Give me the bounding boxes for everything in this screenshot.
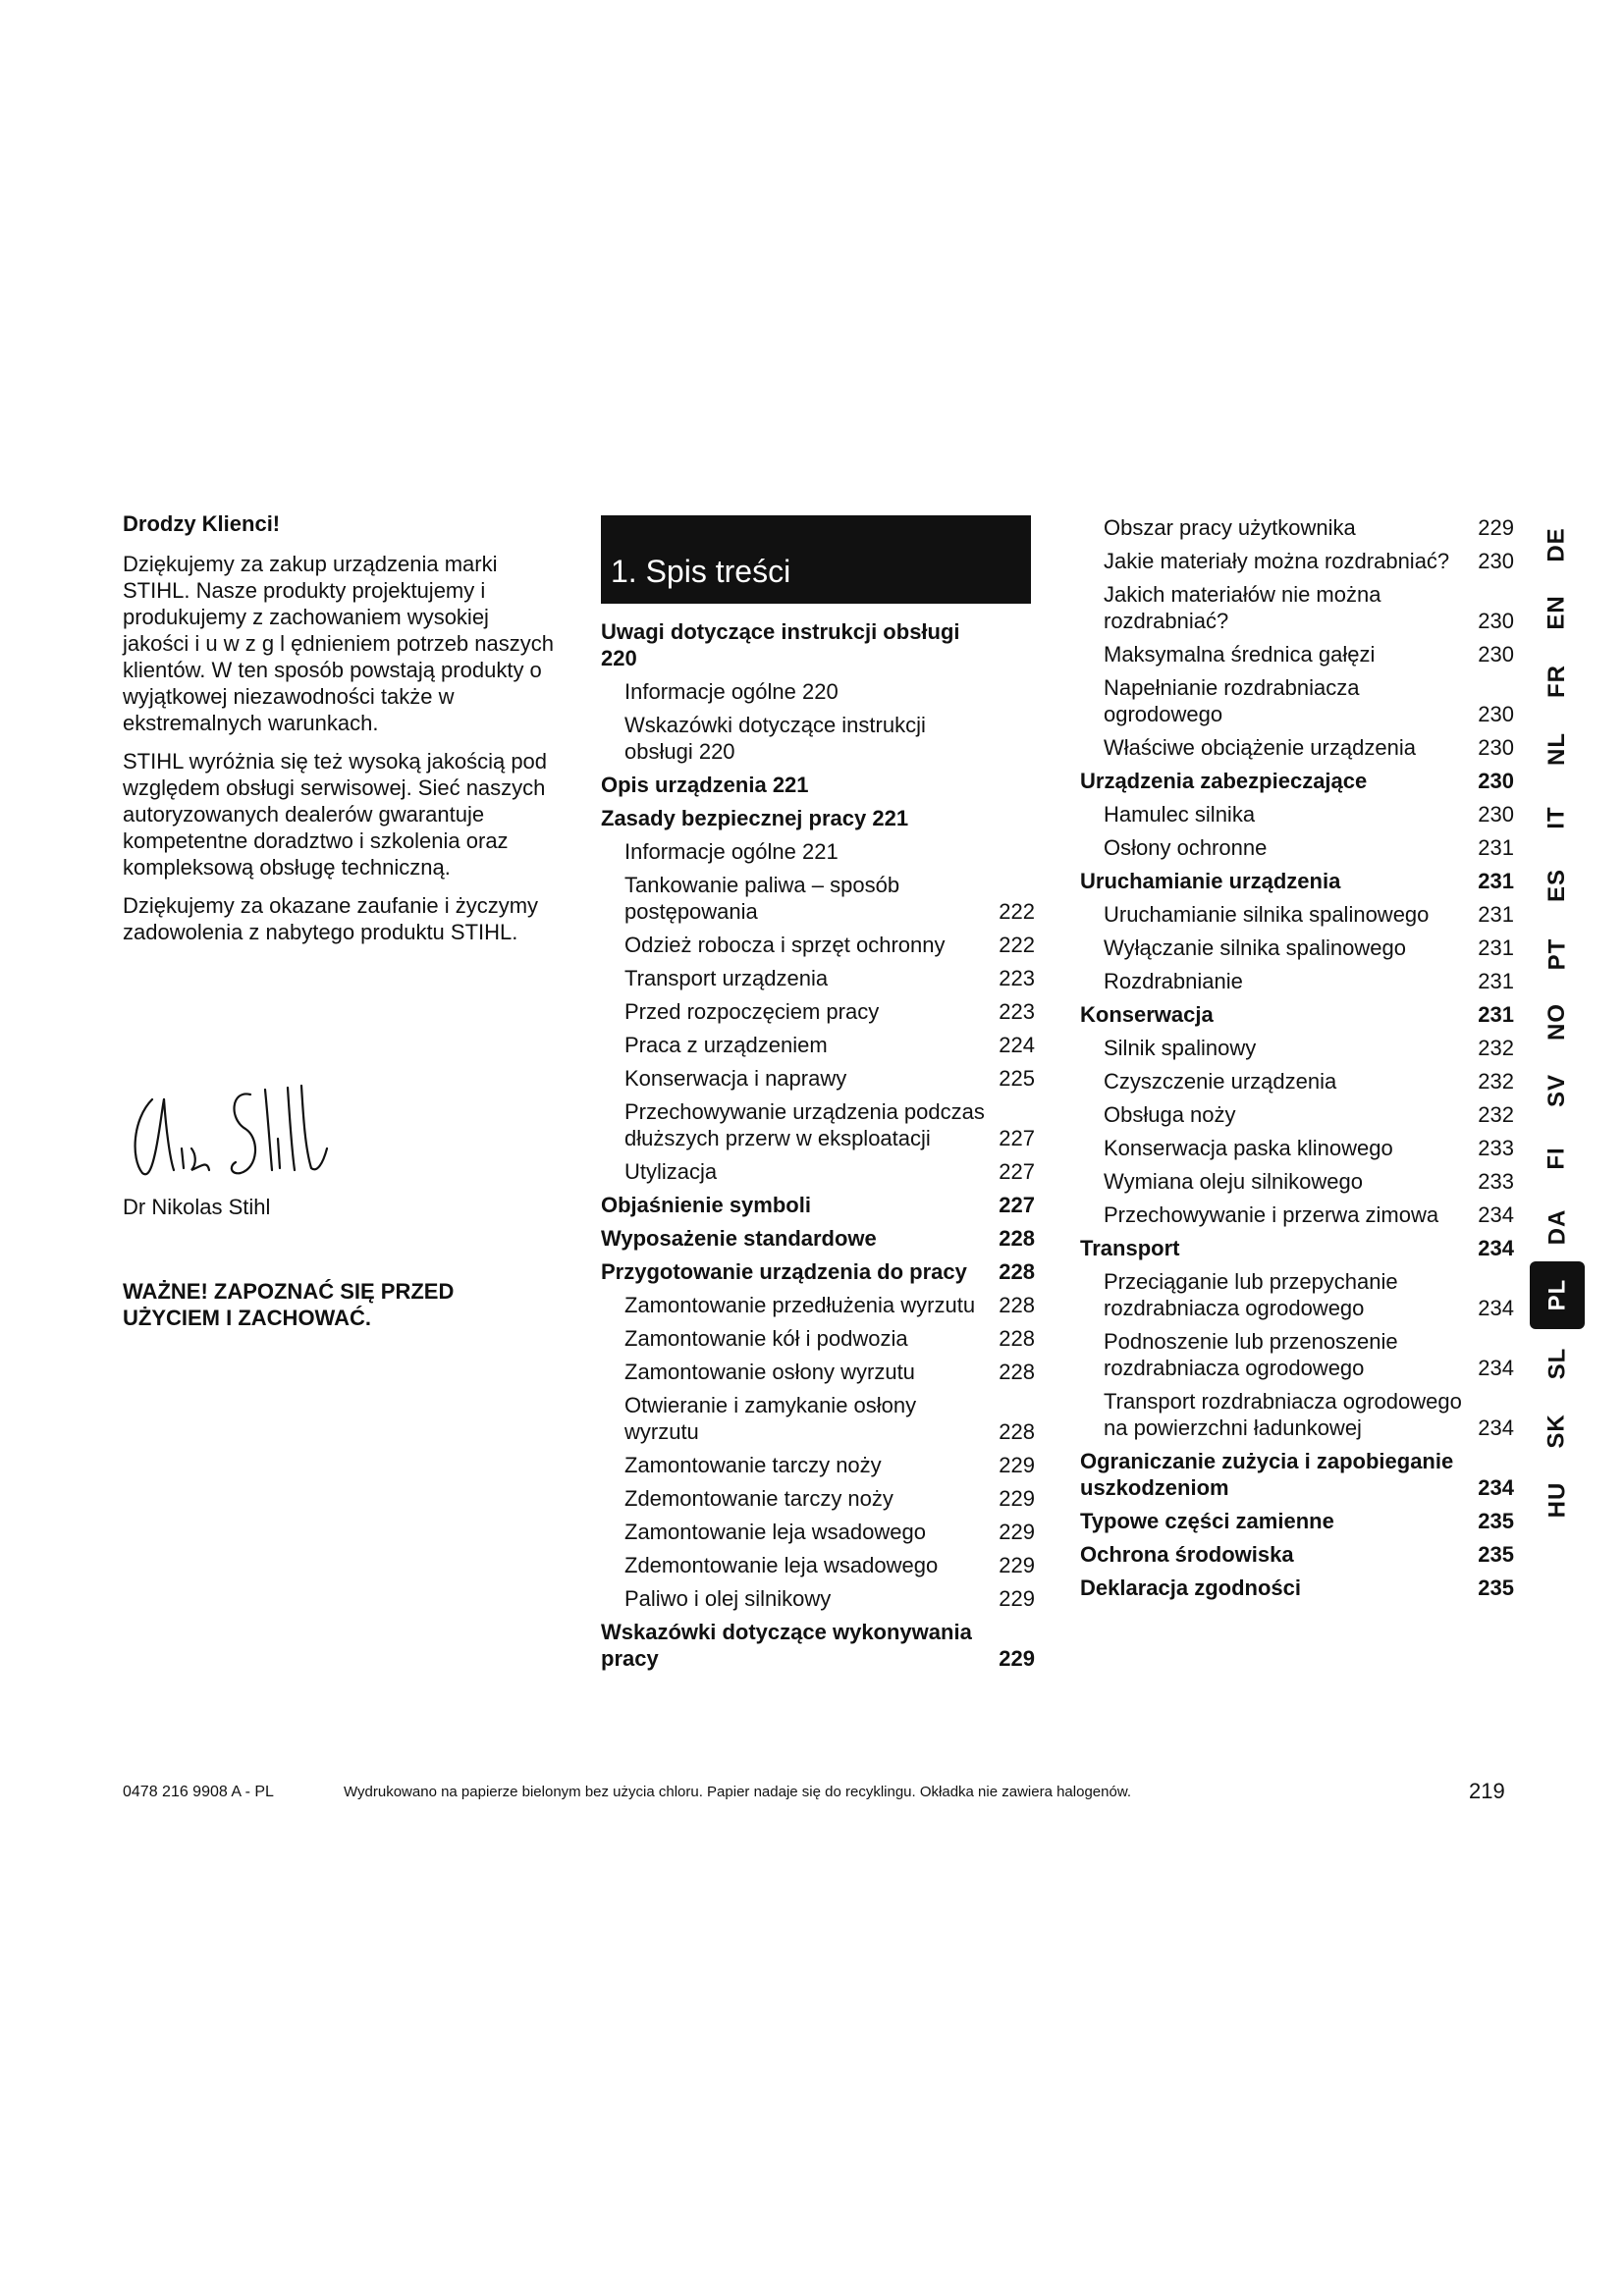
toc-entry-page: 234 [1478,1202,1514,1227]
language-tab-it[interactable] [1530,783,1585,852]
language-tab-label: SL [1543,1347,1570,1380]
toc-entry-page: 233 [1478,1136,1514,1160]
intro-letter [123,510,555,957]
toc-section[interactable] [1080,1575,1514,1601]
language-tab-strip [1530,510,1585,1534]
language-tab-fi[interactable] [1530,1125,1585,1194]
toc-subsection[interactable] [601,1325,1035,1352]
toc-subsection[interactable] [601,1292,1035,1318]
language-tab-de[interactable] [1530,510,1585,579]
toc-subsection[interactable] [1080,801,1514,828]
print-note: Wydrukowano na papierze bielonym bez użycia chloru. Papier nadaje się do recyklingu. Okładka nie zawiera halogenów. [344,1784,1131,1800]
toc-entry-page: 231 [1478,902,1514,927]
language-tab-label: ES [1543,869,1570,903]
toc-entry-page: 228 [999,1326,1035,1351]
toc-entry-page: 231 [1478,935,1514,960]
intro-paragraph: Dziękujemy za okazane zaufanie i życzymy zadowolenia z nabytego produktu STIHL. [123,893,539,944]
toc-entry-page: 228 [999,1419,1035,1444]
toc-column-left [601,618,1035,1679]
toc-entry-page: 235 [1478,1509,1514,1533]
toc-entry-page: 235 [1478,1575,1514,1600]
toc-entry-title: Zdemontowanie leja wsadowego [624,1553,939,1577]
toc-subsection[interactable] [601,1359,1035,1385]
toc-section[interactable] [601,1619,1035,1672]
toc-subsection[interactable] [601,678,1035,705]
toc-subsection[interactable] [601,1065,1035,1092]
language-tab-label: SK [1543,1414,1570,1449]
toc-entry-page: 231 [1478,969,1514,993]
signature-image [123,1080,358,1188]
toc-entry-page: 227 [999,1159,1035,1184]
toc-entry-title: Uruchamianie urządzenia [1080,869,1341,893]
toc-entry-title: Informacje ogólne 221 [624,839,839,864]
language-tab-sk[interactable] [1530,1398,1585,1467]
toc-entry-title: Maksymalna średnica gałęzi [1104,642,1376,667]
toc-entry-title: Zasady bezpiecznej pracy 221 [601,806,909,830]
toc-entry-page: 222 [999,933,1035,957]
toc-subsection[interactable] [601,1585,1035,1612]
toc-subsection[interactable] [1080,1068,1514,1095]
toc-section[interactable] [1080,1448,1514,1501]
toc-entry-page: 229 [999,1453,1035,1477]
language-tab-sl[interactable] [1530,1329,1585,1398]
toc-entry-title: Zdemontowanie tarczy noży [624,1486,893,1511]
toc-entry-title: Właściwe obciążenie urządzenia [1104,735,1416,760]
toc-entry-title: Praca z urządzeniem [624,1033,828,1057]
intro-paragraph: STIHL wyróżnia się też wysoką jakością pod względem obsługi serwisowej. Sieć naszych autoryzowanych dealerów gwarantuje kompetentne doradztwo i szkolenia oraz kompleksową obsługę techniczną. [123,749,548,880]
toc-section[interactable] [601,618,1035,671]
language-tab-nl[interactable] [1530,716,1585,784]
toc-entry-title: Ograniczanie zużycia i zapobieganie uszkodzeniom [1080,1449,1454,1500]
toc-subsection[interactable] [601,1158,1035,1185]
toc-entry-page: 229 [999,1486,1035,1511]
toc-subsection[interactable] [1080,1328,1514,1381]
toc-subsection[interactable] [1080,1201,1514,1228]
toc-subsection[interactable] [1080,1035,1514,1061]
toc-entry-title: Uruchamianie silnika spalinowego [1104,902,1430,927]
toc-entry-page: 230 [1478,549,1514,573]
toc-column-right [1080,514,1514,1608]
toc-entry-title: Utylizacja [624,1159,718,1184]
toc-entry-title: Hamulec silnika [1104,802,1256,827]
toc-entry-title: Informacje ogólne 220 [624,679,839,704]
toc-entry-title: Zamontowanie przedłużenia wyrzutu [624,1293,976,1317]
toc-subsection[interactable] [601,1485,1035,1512]
language-tab-label: FR [1543,664,1570,698]
toc-entry-title: Jakie materiały można rozdrabniać? [1104,549,1450,573]
language-tab-label: DA [1543,1208,1570,1246]
toc-entry-title: Transport urządzenia [624,966,829,990]
toc-entry-page: 230 [1478,735,1514,760]
toc-entry-page: 227 [999,1126,1035,1150]
toc-entry-title: Obsługa noży [1104,1102,1236,1127]
toc-entry-title: Osłony ochronne [1104,835,1268,860]
toc-entry-page: 229 [999,1553,1035,1577]
intro-paragraph: Dziękujemy za zakup urządzenia marki STIHL. Nasze produkty projektujemy i produkujemy z zachowaniem wysokiej jakości i u w z g l ędnieniem potrzeb naszych klientów. W ten sposób powstają produkty o wyjątkowej niezawodności także w ekstremalnych warunkach. [123,552,554,735]
toc-subsection[interactable] [1080,641,1514,667]
toc-entry-title: Uwagi dotyczące instrukcji obsługi 220 [601,619,960,670]
toc-entry-title: Zamontowanie tarczy noży [624,1453,882,1477]
toc-entry-title: Czyszczenie urządzenia [1104,1069,1337,1094]
toc-subsection[interactable] [1080,1135,1514,1161]
toc-section[interactable] [1080,768,1514,794]
toc-subsection[interactable] [601,965,1035,991]
page-number: 219 [1469,1779,1505,1803]
toc-entry-title: Wyposażenie standardowe [601,1226,877,1251]
toc-section[interactable] [601,1225,1035,1252]
language-tab-label: EN [1543,595,1570,630]
toc-entry-title: Przed rozpoczęciem pracy [624,999,880,1024]
toc-entry-page: 227 [999,1193,1035,1217]
toc-entry-page: 234 [1478,1236,1514,1260]
toc-entry-page: 228 [999,1360,1035,1384]
toc-entry-page: 229 [1478,515,1514,540]
toc-entry-page: 235 [1478,1542,1514,1567]
toc-entry-page: 224 [999,1033,1035,1057]
language-tab-fr[interactable] [1530,647,1585,716]
toc-entry-page: 230 [1478,642,1514,667]
toc-subsection[interactable] [1080,968,1514,994]
toc-entry-title: Rozdrabnianie [1104,969,1243,993]
toc-entry-title: Przechowywanie i przerwa zimowa [1104,1202,1439,1227]
toc-entry-page: 223 [999,999,1035,1024]
toc-entry-page: 229 [999,1520,1035,1544]
toc-entry-title: Tankowanie paliwa – sposób postępowania [624,873,900,924]
toc-section[interactable] [1080,1508,1514,1534]
toc-subsection[interactable] [1080,1168,1514,1195]
toc-entry-page: 229 [999,1586,1035,1611]
toc-entry-page: 231 [1478,869,1514,893]
language-tab-hu[interactable] [1530,1466,1585,1534]
language-tab-label: PL [1543,1278,1570,1311]
toc-entry-page: 228 [999,1293,1035,1317]
language-tab-label: NL [1543,732,1570,767]
toc-subsection[interactable] [601,932,1035,958]
language-tab-pl[interactable] [1530,1261,1585,1330]
toc-entry-title: Wyłączanie silnika spalinowego [1104,935,1406,960]
language-tab-pt[interactable] [1530,920,1585,988]
toc-entry-title: Transport rozdrabniacza ogrodowego na powierzchni ładunkowej [1104,1389,1462,1440]
toc-entry-title: Otwieranie i zamykanie osłony wyrzutu [624,1393,917,1444]
toc-entry-title: Urządzenia zabezpieczające [1080,769,1368,793]
toc-entry-page: 232 [1478,1102,1514,1127]
language-tab-label: DE [1543,527,1570,562]
toc-entry-title: Opis urządzenia 221 [601,773,809,797]
toc-subsection[interactable] [601,1519,1035,1545]
toc-subsection[interactable] [1080,834,1514,861]
toc-entry-title: Podnoszenie lub przenoszenie rozdrabniacza ogrodowego [1104,1329,1398,1380]
toc-entry-title: Konserwacja paska klinowego [1104,1136,1393,1160]
toc-section[interactable] [601,772,1035,798]
toc-entry-title: Typowe części zamienne [1080,1509,1334,1533]
toc-entry-title: Odzież robocza i sprzęt ochronny [624,933,946,957]
toc-section[interactable] [1080,868,1514,894]
toc-entry-page: 222 [999,899,1035,924]
toc-entry-page: 232 [1478,1069,1514,1094]
toc-entry-title: Przechowywanie urządzenia podczas dłuższych przerw w eksploatacji [624,1099,985,1150]
toc-subsection[interactable] [601,712,1035,765]
signer-name: Dr Nikolas Stihl [123,1195,271,1219]
toc-entry-title: Przygotowanie urządzenia do pracy [601,1259,967,1284]
greeting-heading: Drodzy Klienci! [123,511,281,536]
toc-entry-page: 225 [999,1066,1035,1091]
toc-entry-title: Obszar pracy użytkownika [1104,515,1356,540]
toc-subsection[interactable] [601,1032,1035,1058]
toc-entry-page: 231 [1478,835,1514,860]
toc-entry-title: Deklaracja zgodności [1080,1575,1301,1600]
language-tab-label: FI [1543,1147,1570,1170]
toc-subsection[interactable] [1080,1388,1514,1441]
toc-section[interactable] [601,1258,1035,1285]
toc-section[interactable] [1080,1001,1514,1028]
toc-title: 1. Spis treści [611,554,791,589]
toc-subsection[interactable] [1080,581,1514,634]
toc-entry-page: 234 [1478,1356,1514,1380]
toc-entry-title: Zamontowanie leja wsadowego [624,1520,926,1544]
language-tab-label: IT [1543,806,1570,829]
toc-section[interactable] [601,805,1035,831]
language-tab-label: SV [1543,1073,1570,1107]
language-tab-es[interactable] [1530,852,1585,921]
toc-entry-page: 230 [1478,702,1514,726]
toc-entry-title: Konserwacja i naprawy [624,1066,847,1091]
toc-subsection[interactable] [1080,548,1514,574]
toc-entry-page: 234 [1478,1296,1514,1320]
toc-entry-page: 223 [999,966,1035,990]
document-code: 0478 216 9908 A - PL [123,1784,274,1800]
toc-entry-page: 232 [1478,1036,1514,1060]
language-tab-da[interactable] [1530,1193,1585,1261]
toc-entry-title: Jakich materiałów nie można rozdrabniać? [1104,582,1381,633]
important-warning: WAŻNE! ZAPOZNAĆ SIĘ PRZED UŻYCIEM I ZACHOWAĆ. [123,1279,455,1330]
toc-subsection[interactable] [601,998,1035,1025]
toc-subsection[interactable] [1080,1101,1514,1128]
toc-subsection[interactable] [1080,734,1514,761]
toc-entry-title: Napełnianie rozdrabniacza ogrodowego [1104,675,1360,726]
language-tab-label: HU [1543,1481,1570,1519]
toc-entry-title: Objaśnienie symboli [601,1193,811,1217]
language-tab-sv[interactable] [1530,1056,1585,1125]
toc-subsection[interactable] [601,872,1035,925]
toc-subsection[interactable] [601,1452,1035,1478]
toc-section[interactable] [1080,1235,1514,1261]
toc-entry-title: Zamontowanie osłony wyrzutu [624,1360,915,1384]
toc-entry-title: Przeciąganie lub przepychanie rozdrabniacza ogrodowego [1104,1269,1398,1320]
toc-entry-page: 229 [999,1646,1035,1671]
toc-entry-title: Paliwo i olej silnikowy [624,1586,832,1611]
toc-subsection[interactable] [601,1098,1035,1151]
toc-entry-page: 228 [999,1226,1035,1251]
toc-entry-page: 228 [999,1259,1035,1284]
toc-entry-title: Wskazówki dotyczące wykonywania pracy [601,1620,972,1671]
toc-entry-title: Konserwacja [1080,1002,1214,1027]
toc-entry-page: 234 [1478,1475,1514,1500]
toc-entry-page: 233 [1478,1169,1514,1194]
toc-section[interactable] [1080,1541,1514,1568]
toc-entry-title: Wymiana oleju silnikowego [1104,1169,1363,1194]
language-tab-no[interactable] [1530,988,1585,1057]
toc-entry-title: Ochrona środowiska [1080,1542,1294,1567]
toc-subsection[interactable] [601,1552,1035,1578]
toc-entry-page: 230 [1478,609,1514,633]
toc-entry-title: Transport [1080,1236,1180,1260]
toc-subsection[interactable] [1080,1268,1514,1321]
toc-subsection[interactable] [601,1392,1035,1445]
language-tab-en[interactable] [1530,579,1585,648]
language-tab-label: PT [1543,937,1570,971]
toc-section[interactable] [601,1192,1035,1218]
toc-entry-title: Silnik spalinowy [1104,1036,1257,1060]
toc-entry-page: 230 [1478,769,1514,793]
toc-subsection[interactable] [1080,934,1514,961]
toc-subsection[interactable] [601,838,1035,865]
toc-title-box [601,515,1031,604]
toc-entry-title: Wskazówki dotyczące instrukcji obsługi 220 [624,713,926,764]
language-tab-label: NO [1543,1003,1570,1041]
toc-entry-page: 230 [1478,802,1514,827]
toc-entry-page: 234 [1478,1415,1514,1440]
toc-subsection[interactable] [1080,674,1514,727]
toc-subsection[interactable] [1080,901,1514,928]
toc-subsection[interactable] [1080,514,1514,541]
toc-entry-title: Zamontowanie kół i podwozia [624,1326,908,1351]
toc-entry-page: 231 [1478,1002,1514,1027]
